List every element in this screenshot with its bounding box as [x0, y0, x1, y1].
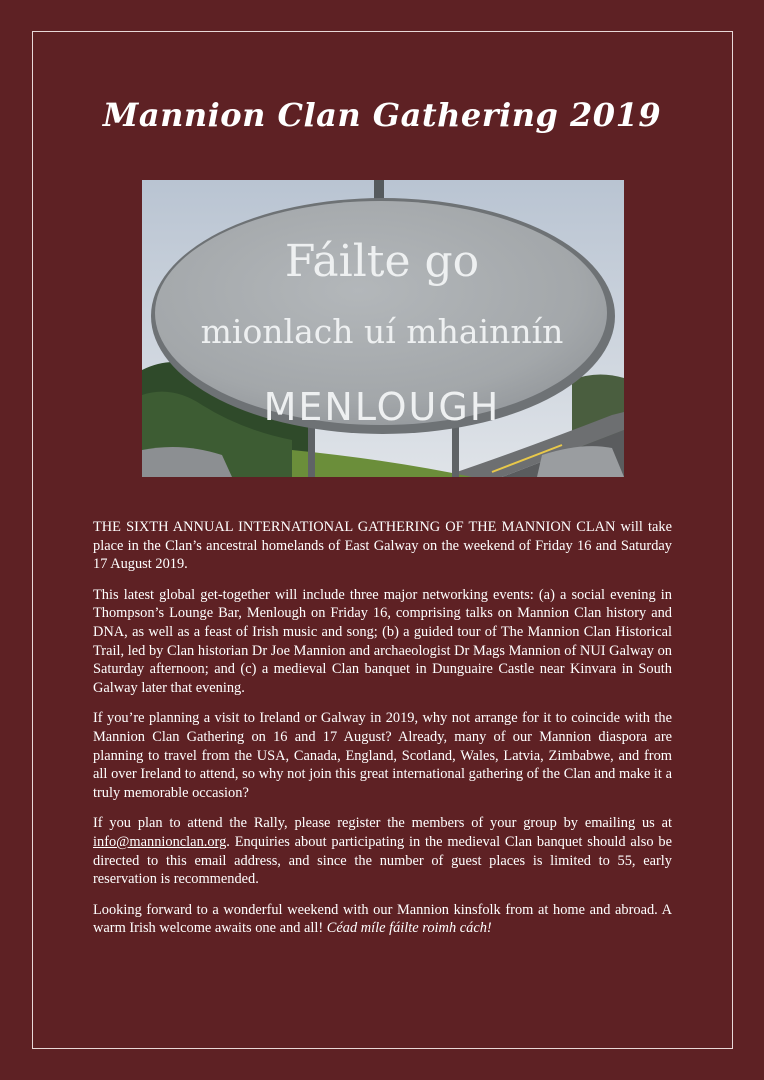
sign-line-3: MENLOUGH	[263, 385, 501, 429]
irish-welcome-phrase: Céad míle fáilte roimh cách!	[326, 920, 492, 937]
page-title: Mannion Clan Gathering 2019	[102, 96, 662, 134]
paragraph-closing	[93, 901, 672, 938]
paragraph-events: This latest global get-together will include three major networking events: (a) a social evening in Thompson’s Lounge Bar, Menlough on Friday 16, comprising talks on Mannion Clan history and DNA, as well as a feast of Irish music and song; (b) a guided tour of The Mannion Clan Historical Trail, led by Clan historian Dr Joe Mannion and archaeologist Dr Mags Mannion of NUI Galway on Saturday afternoon; and (c) a medieval Clan banquet in Dunguaire Castle near Kinvara in South Galway later that evening.	[93, 586, 672, 696]
paragraph-register	[93, 814, 672, 888]
article-body	[93, 518, 672, 950]
paragraph-visit: If you’re planning a visit to Ireland or Galway in 2019, why not arrange for it to coincide with the Mannion Clan Gathering on 16 and 17 August? Already, many of our Mannion diaspora are planning to travel from the USA, Canada, England, Scotland, Wales, Latvia, Zimbabwe, and from all over Ireland to attend, so why not join this great international gathering of the Clan and make it a truly memorable occasion?	[93, 710, 672, 801]
sign-line-2: mionlach uí mhainnín	[200, 312, 564, 351]
register-text-before: If you plan to attend the Rally, please register the members of your group by emailing us at	[93, 815, 672, 832]
closing-text: Looking forward to a wonderful weekend with our Mannion kinsfolk from at home and abroad. A warm Irish welcome awaits one and all!	[93, 901, 672, 937]
paragraph-intro: THE SIXTH ANNUAL INTERNATIONAL GATHERING OF THE MANNION CLAN will take place in the Clan’s ancestral homelands of East Galway on the weekend of Friday 16 and Saturday 17 August 2019.	[93, 519, 672, 573]
sign-line-1: Fáilte go	[284, 236, 480, 287]
register-text-after: . Enquiries about participating in the medieval Clan banquet should also be directed to this email address, and since the number of guest places is limited to 55, early reservation is recommended.	[93, 833, 672, 888]
email-link[interactable]: info@mannionclan.org	[93, 833, 227, 850]
welcome-sign-photo	[142, 180, 624, 477]
